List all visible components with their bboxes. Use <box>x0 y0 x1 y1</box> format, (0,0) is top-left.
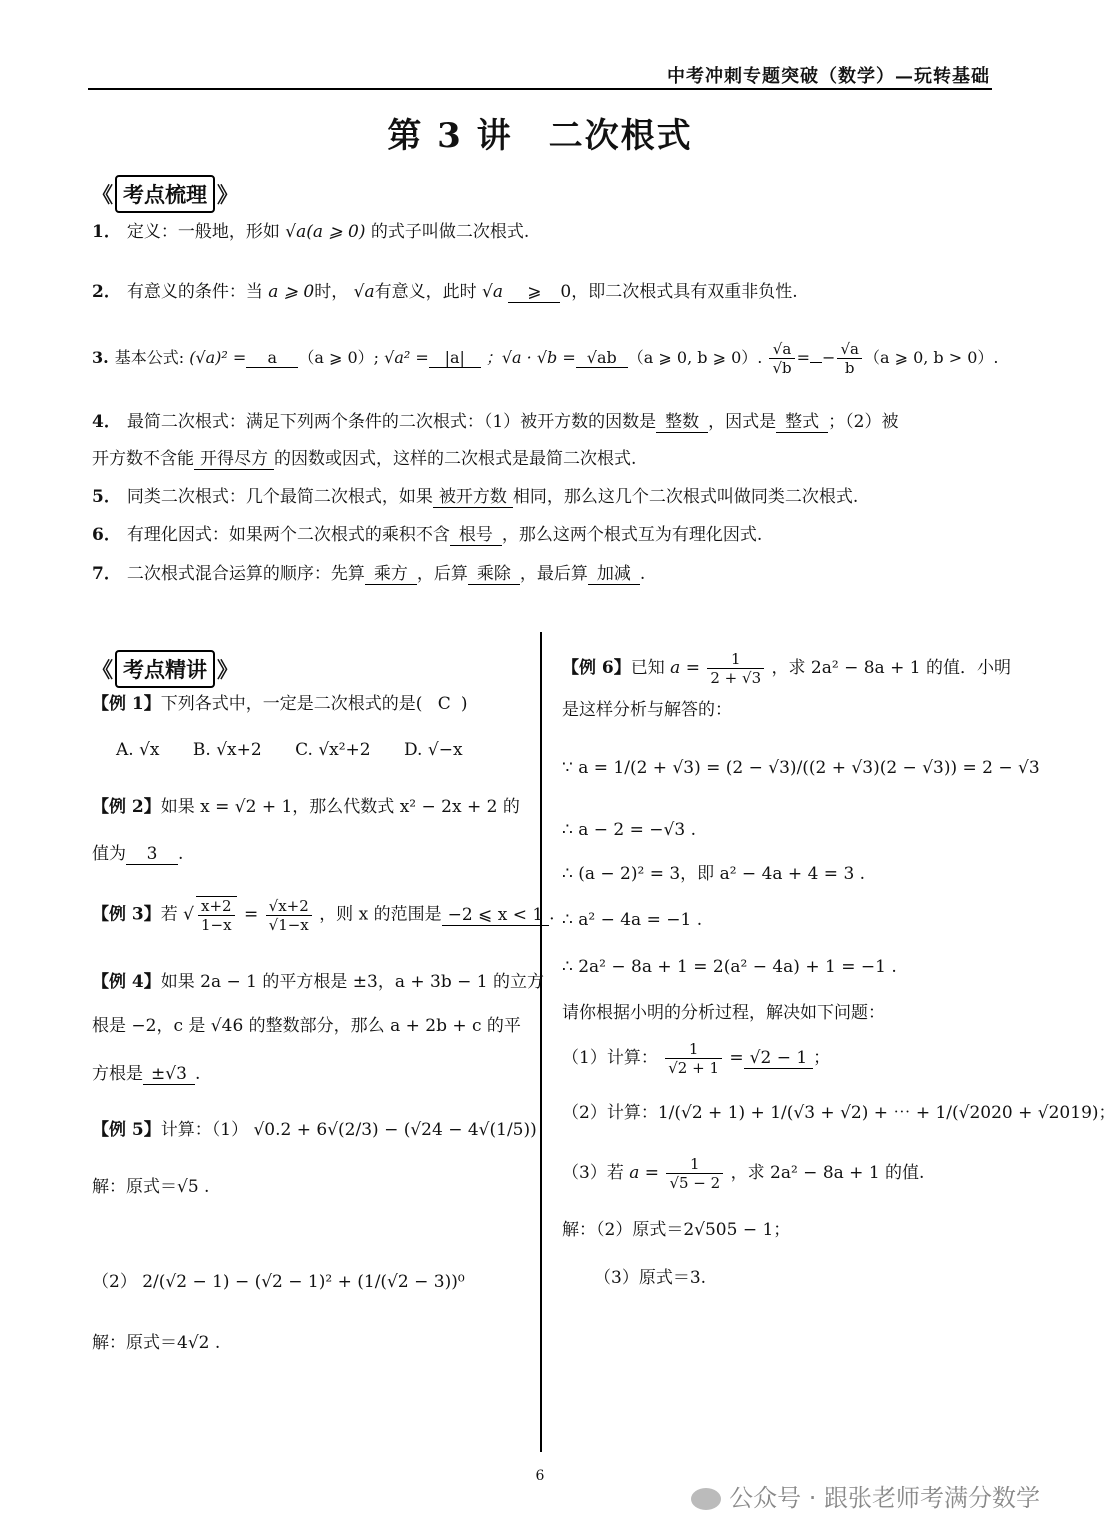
page-number: 6 <box>535 1468 545 1484</box>
question-1: （1）计算： $\frac{1}{√2 + 1}$ = √2 − 1 ； <box>562 1040 831 1077</box>
wechat-icon <box>691 1488 721 1510</box>
example-1-options: A. √x B. √x+2 C. √x²+2 D. √−x <box>116 740 463 760</box>
step-3: ∴ (a − 2)² = 3，即 a² − 4a + 4 = 3 . <box>562 864 866 884</box>
section-badge-shuli: 《 考点梳理 》 <box>92 175 238 213</box>
example-2: 【例 2】如果 x = √2 + 1，那么代数式 x² − 2x + 2 的 <box>92 797 520 817</box>
example-5-solution-2: 解：原式＝4√2 . <box>92 1333 221 1353</box>
example-3: 【例 3】若 √ $\frac{x+2}{1-x}$ = $\frac{√x+2}{√1-x}$ ，则 x 的范围是 −2 ⩽ x < 1 . <box>92 896 555 934</box>
step-2: ∴ a − 2 = −√3 . <box>562 820 696 840</box>
page-header: 中考冲刺专题突破（数学）—玩转基础 <box>667 66 990 87</box>
section-label: 考点精讲 <box>115 650 215 688</box>
shuli-line-6: 6． 有理化因式：如果两个二次根式的乘积不含 根号 ，那么这两个根式互为有理化因式. <box>92 525 763 545</box>
watermark: 公众号 · 跟张老师考满分数学 <box>691 1478 1040 1513</box>
step-5: ∴ 2a² − 8a + 1 = 2(a² − 4a) + 1 = −1 . <box>562 957 897 977</box>
step-4: ∴ a² − 4a = −1 . <box>562 910 703 930</box>
step-1: ∵ a = 1/(2 + √3) = (2 − √3)/((2 + √3)(2 − √3)) = 2 − √3 <box>562 758 1040 778</box>
shuli-line-4: 4． 最简二次根式：满足下列两个条件的二次根式：（1）被开方数的因数是 整数 ，因式是 整式 ；（2）被 <box>92 412 899 432</box>
question-2: （2）计算：1/(√2 + 1) + 1/(√3 + √2) + ⋯ + 1/(√2020 + √2019)； <box>562 1103 1116 1123</box>
example-4: 【例 4】如果 2a − 1 的平方根是 ±3，a + 3b − 1 的立方 <box>92 972 544 992</box>
page-title: 第 3 讲 二次根式 <box>387 116 693 156</box>
shuli-line-4b: 开方数不含能 开得尽方 的因数或因式，这样的二次根式是最简二次根式. <box>92 449 637 469</box>
fraction: $\frac{√a}{b}$ <box>837 340 862 377</box>
example-4c: 方根是 ±√3 . <box>92 1064 201 1084</box>
shuli-line-7: 7． 二次根式混合运算的顺序：先算 乘方 ，后算 乘除 ，最后算 加减 . <box>92 564 646 584</box>
fraction: $\frac{√a}{√b}$ <box>769 340 794 377</box>
shuli-line-2: 2． 有意义的条件：当 a ⩾ 0时， √a有意义，此时 √a ⩾ 0，即二次根式具有双重非负性. <box>92 282 798 302</box>
section-badge-jingjiang: 《 考点精讲 》 <box>92 650 238 688</box>
question-intro: 请你根据小明的分析过程，解决如下问题： <box>562 1003 885 1023</box>
shuli-line-5: 5． 同类二次根式：几个最简二次根式，如果 被开方数 相同，那么这几个二次根式叫做同类二次根式. <box>92 487 859 507</box>
shuli-line-3: 3. 基本公式: (√a)² = a （a ⩾ 0）; √a² = |a| ；√a · √b = √ab （a ⩾ 0, b ⩾ 0）. $\frac{√a}{√b}$ = − $\frac{√a}{b}$ （a ⩾ 0, b > 0）. <box>92 340 999 377</box>
solution-3: （3）原式＝3. <box>594 1268 707 1288</box>
section-label: 考点梳理 <box>115 175 215 213</box>
header-rule <box>88 88 992 90</box>
column-divider <box>540 632 542 1452</box>
example-5-part-2: （2） 2/(√2 − 1) − (√2 − 1)² + (1/(√2 − 3))⁰ <box>92 1272 465 1292</box>
example-1: 【例 1】下列各式中，一定是二次根式的是( C ) <box>92 694 468 714</box>
question-3: （3）若 a = $\frac{1}{√5 - 2}$ ，求 2a² − 8a + 1 的值. <box>562 1155 925 1192</box>
example-5: 【例 5】计算：（1） √0.2 + 6√(2/3) − (√24 − 4√(1/5)) <box>92 1120 537 1140</box>
example-4b: 根是 −2，c 是 √46 的整数部分，那么 a + 2b + c 的平 <box>92 1016 521 1036</box>
example-6b: 是这样分析与解答的： <box>562 700 732 720</box>
example-2b: 值为 3 . <box>92 844 184 864</box>
shuli-line-1: 1． 定义：一般地，形如 √a(a ⩾ 0) 的式子叫做二次根式. <box>92 222 530 242</box>
example-5-solution-1: 解：原式＝√5 . <box>92 1177 210 1197</box>
blank: ⩾ <box>508 282 560 303</box>
example-6: 【例 6】已知 a = $\frac{1}{2 + √3}$ ，求 2a² − 8a + 1 的值．小明 <box>562 650 1011 687</box>
solution-2: 解：（2）原式＝2√505 − 1； <box>562 1220 791 1240</box>
